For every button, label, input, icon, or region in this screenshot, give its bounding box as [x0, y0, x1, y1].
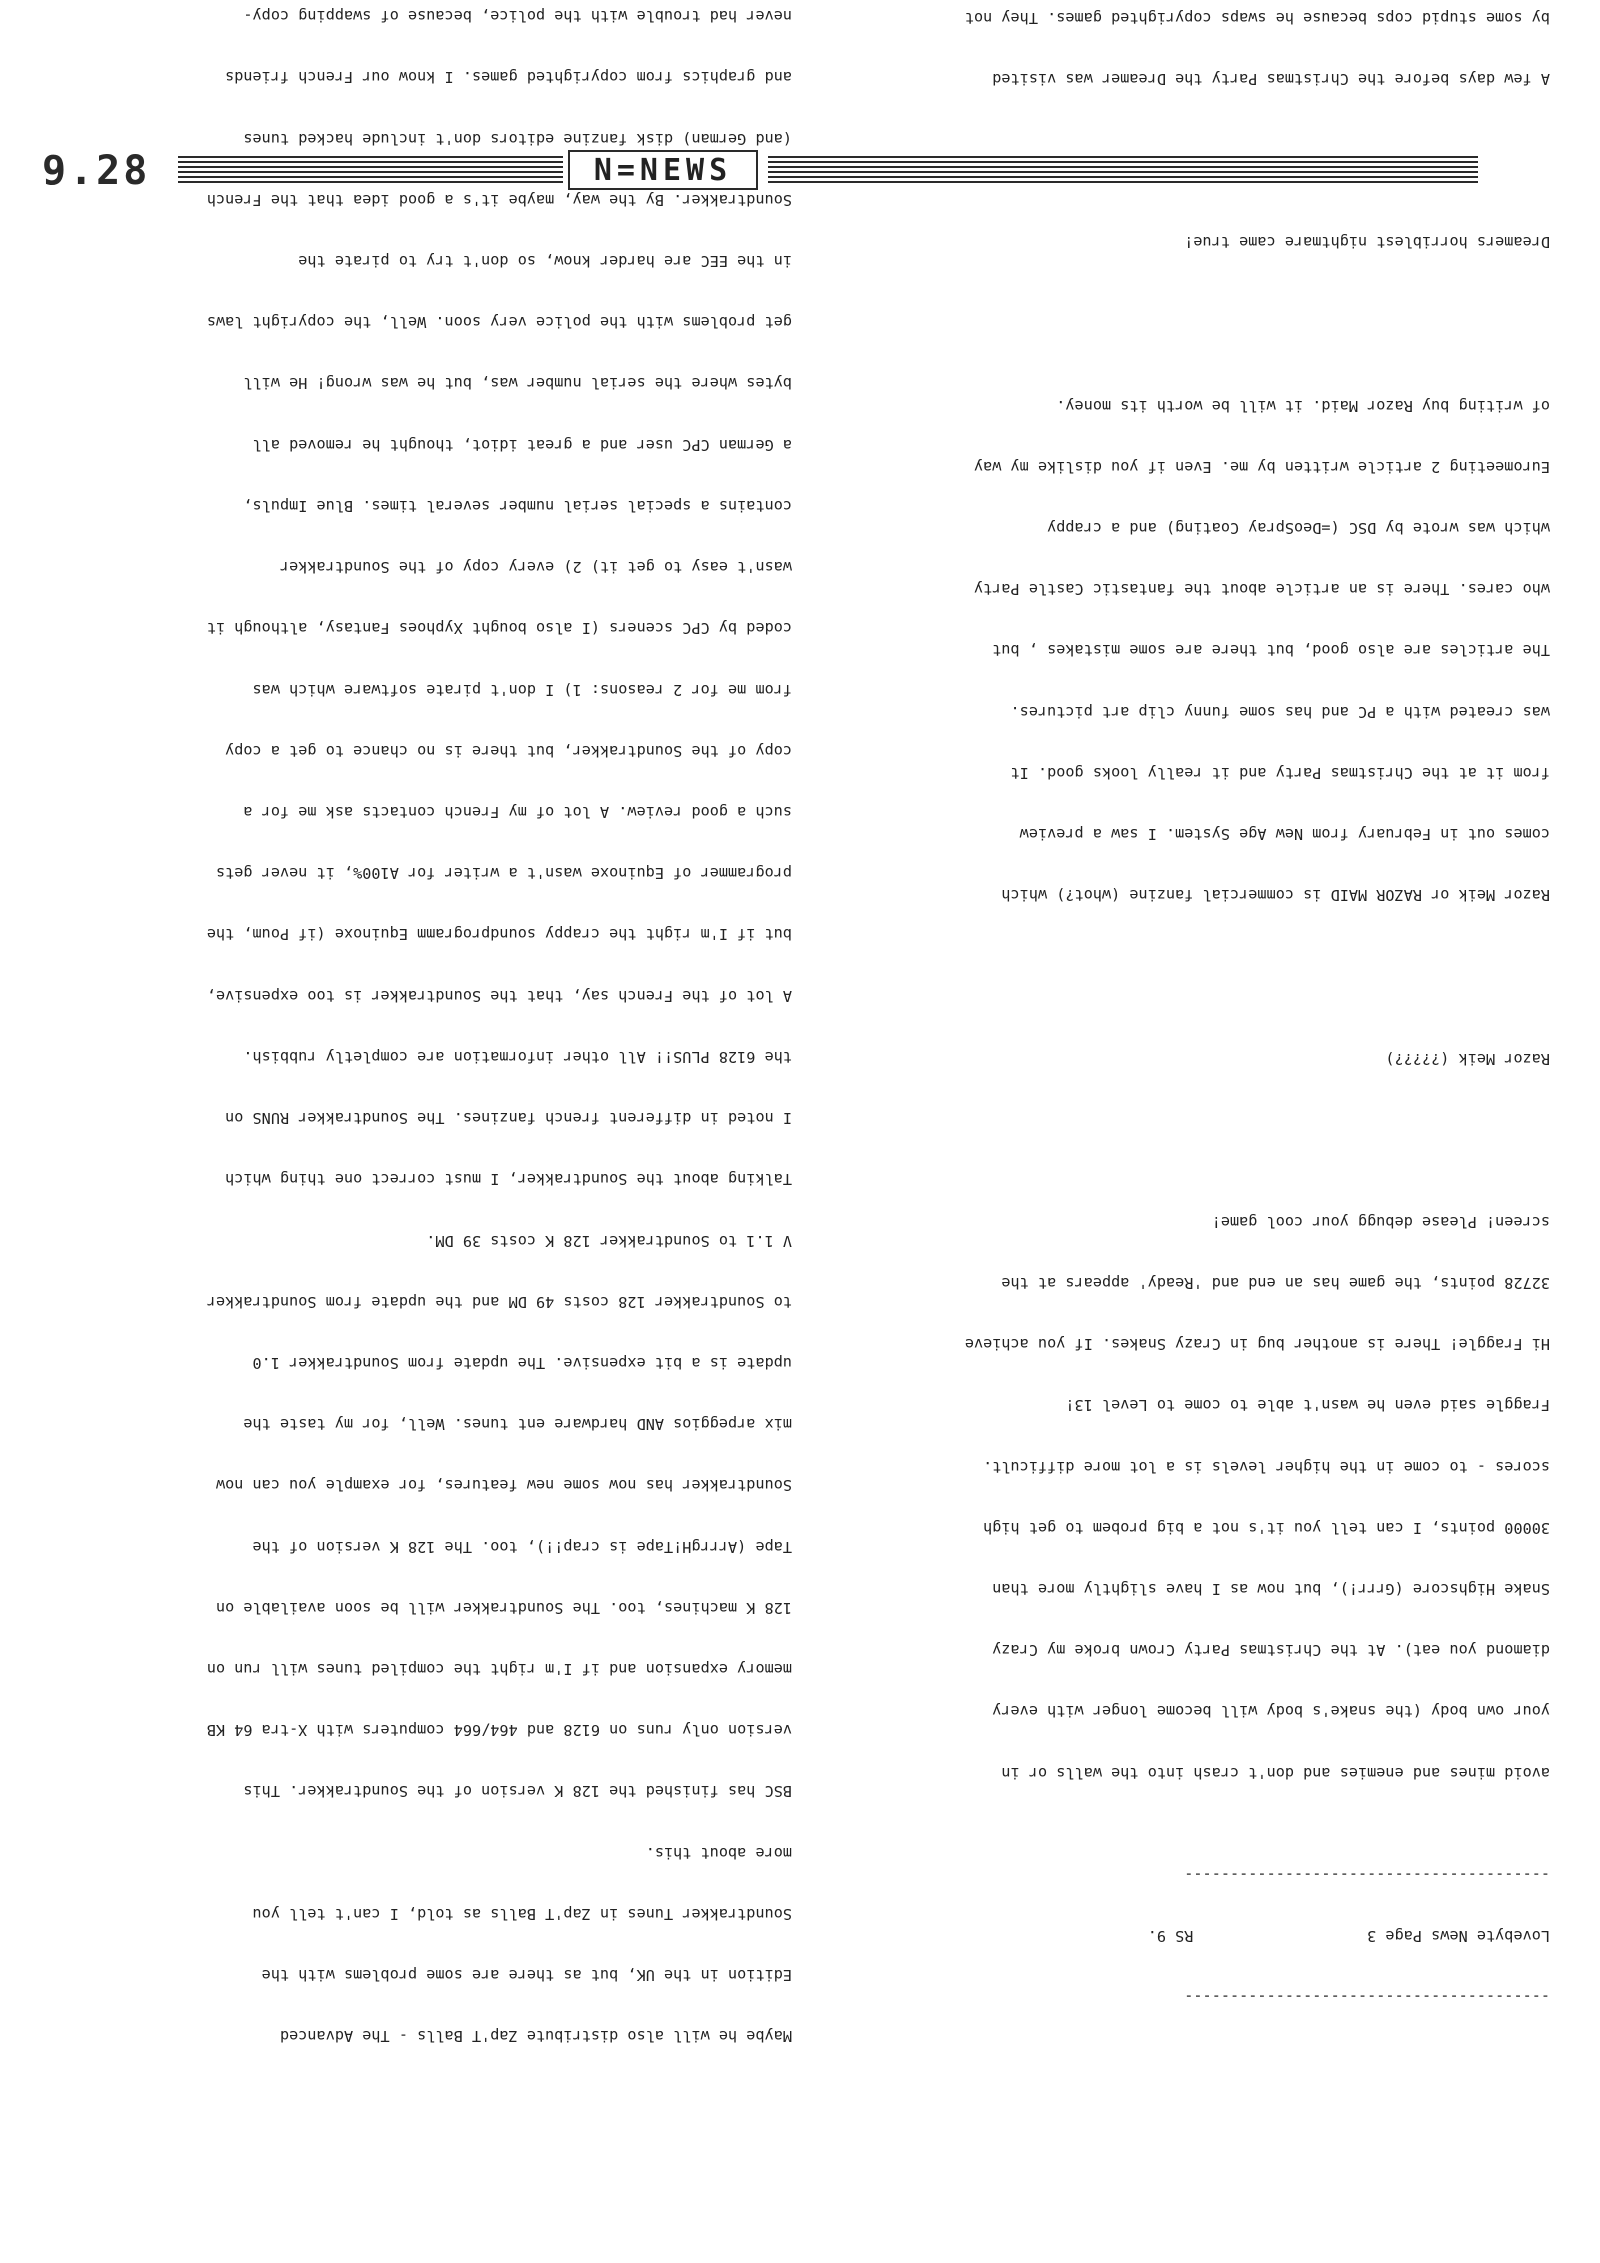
text-line: and graphics from copyrighted games. I know our French friends — [225, 68, 792, 87]
text-line: such a good review. A lot of my French contacts ask me for a — [243, 803, 792, 821]
text-line: your own body (the snake's body will become longer with every — [992, 1702, 1550, 1721]
page-reference: RS 9. — [1147, 1926, 1194, 1945]
text-line: contains a special serial number several times. Blue Impuls, — [243, 496, 792, 515]
text-line: but if I'm right the crappy soundprogramm Equinoxe (if Poum, the — [206, 925, 792, 944]
text-line: BSC has finished the 128 K version of the Soundtrakker. This — [243, 1782, 792, 1801]
text-line: of writing buy Razor Maid. it will be worth its money. — [1056, 396, 1550, 415]
page-number: 9.28 — [42, 148, 151, 194]
text-line: Talking about the Soundtrakker, I must correct one thing which — [225, 1170, 792, 1189]
text-line: Soundtrakker has now some new features, for example you can now — [215, 1476, 792, 1495]
text-line: get problems with the police very soon. Well, the copyright laws — [206, 313, 792, 332]
text-line: memory expansion and if I'm right the compiled tunes will run on — [206, 1660, 792, 1679]
column-top-rule: ---------------------------------------- — [1184, 1988, 1550, 2007]
text-line: Snake Highscore (Grrr!), but now as I have slightly more than — [992, 1580, 1550, 1599]
text-line: from it at the Christmas Party and it really looks good. It — [1010, 763, 1550, 782]
text-line: Fraggle said even he wasn't able to come to Level 13! — [1065, 1396, 1550, 1415]
newsletter-title: Lovebyte News Page 3 — [1367, 1926, 1550, 1945]
text-line: which was wrote by DSC (=DeoSpray Coating) and a crappy — [1047, 518, 1550, 537]
text-line: copy of the Soundtrakker, but there is no chance to get a copy — [225, 741, 792, 760]
text-line: a German CPC user and a great idiot, thought he removed all — [252, 435, 792, 454]
text-line: never had trouble with the police, because of swapping copy- — [243, 7, 792, 26]
text-line: comes out in February from New Age System. I saw a preview — [1019, 825, 1550, 844]
column-one — [805, 8, 1550, 2048]
column-bottom-rule: ---------------------------------------- — [1184, 1865, 1550, 1884]
text-line: avoid mines and enemies and don't crash into the walls or in — [1001, 1763, 1550, 1782]
soundtrakker-continued-section — [40, 0, 792, 2087]
text-line: bytes where the serial number was, but he was wrong! He will — [243, 374, 792, 393]
text-line: who cares. There is an article about the fantastic Castle Party — [973, 580, 1550, 599]
newsletter-header-line — [805, 1926, 1550, 1946]
masthead-title: N=NEWS — [593, 152, 733, 188]
crazy-snake-section — [805, 1171, 1550, 1824]
text-line: wasn't easy to get it) 2) every copy of the Soundtrakker — [279, 558, 792, 577]
text-line: coded by CPC sceners (I also bought Xyphoes Fantasy, although it — [206, 619, 792, 638]
text-line: Razor Meik or RAZOR MAID is commercial fanzine (whot?) which — [1001, 886, 1550, 905]
text-line: The articles are also good, but there are some mistakes , but — [992, 641, 1550, 660]
text-line: diamond you eat). At the Christmas Party Crown broke my Crazy — [992, 1641, 1550, 1660]
text-line: (and German) disk fanzine editors don't include hacked tunes — [243, 129, 792, 148]
text-line: 30000 points, I can tell you it's not a big probem to get high — [983, 1518, 1550, 1537]
text-line: Hi Fraggle! There is another bug in Crazy Snakes. If you achieve — [964, 1335, 1550, 1354]
text-line: Soundtrakker. By the way, maybe it's a good idea that the French — [206, 190, 792, 209]
text-line: Edition in the UK, but as there are some problems with the — [261, 1966, 792, 1985]
text-line: was created with a PC and has some funny clip art pictures. — [1010, 702, 1550, 721]
text-line: version only runs on 6128 and 464/664 computers with X-tra 64 KB — [206, 1721, 792, 1740]
text-line: by some stupid cops because he swaps copyrighted games. They not — [964, 8, 1550, 27]
dreamers-heading: Dreamers horriblest nightmare came true! — [1184, 233, 1550, 252]
dreamers-section — [805, 0, 1550, 130]
text-line: A few days before the Christmas Party the Dreamer was visited — [992, 70, 1550, 89]
text-line: update is a bit expensive. The update from Soundtrakker 1.0 — [252, 1353, 792, 1372]
text-line: programmer of Equinoxe wasn't a writer for A100%, it never gets — [215, 864, 792, 883]
text-line: from me for 2 reasons: 1) I don't pirate software which was — [252, 680, 792, 699]
text-line: Euromeeting 2 article written by me. Even if you dislike my way — [973, 457, 1550, 476]
text-line: the 6128 PLUS!! All other information are completly rubbish. — [243, 1047, 792, 1066]
text-line: Maybe he will also distribute Zap'T Balls - The Advanced — [279, 2027, 792, 2046]
text-line: mix arpeggios AND hardware ent tunes. Well, for my taste the — [243, 1415, 792, 1434]
text-line: screen! Please debugg your cool game! — [1211, 1212, 1550, 1231]
text-line: I noted in different french fanzines. The Soundtrakker RUNS on — [225, 1109, 792, 1128]
razor-maid-section — [805, 354, 1550, 946]
text-line: scores - to come in the higher levels is a lot more difficult. — [983, 1457, 1550, 1476]
text-line: Soundtrakker Tunes in Zap'T Balls as told, I can't tell you — [252, 1904, 792, 1923]
text-line: in the EEC are harder know, so don't try to pirate the — [298, 252, 792, 271]
text-line: more about this. — [645, 1843, 792, 1862]
razor-maid-heading: Razor Meik (?????) — [1385, 1049, 1550, 1068]
text-line: 32728 points, the game has an end and 'Ready' appears at the — [1001, 1273, 1550, 1292]
text-line: A lot of the French say, that the Soundtrakker is too expensive, — [206, 986, 792, 1005]
text-line: V 1.1 to Soundtrakker 128 K costs 39 DM. — [426, 1231, 792, 1250]
text-line: 128 K machines, too. The Soundtrakker will be soon available on — [215, 1598, 792, 1617]
text-line: to Soundtrakker 128 costs 49 DM and the update from Soundtrakker — [206, 1292, 792, 1311]
text-line: Tape (ArrrgH!Tape is crap!!), too. The 128 K version of the — [252, 1537, 792, 1556]
